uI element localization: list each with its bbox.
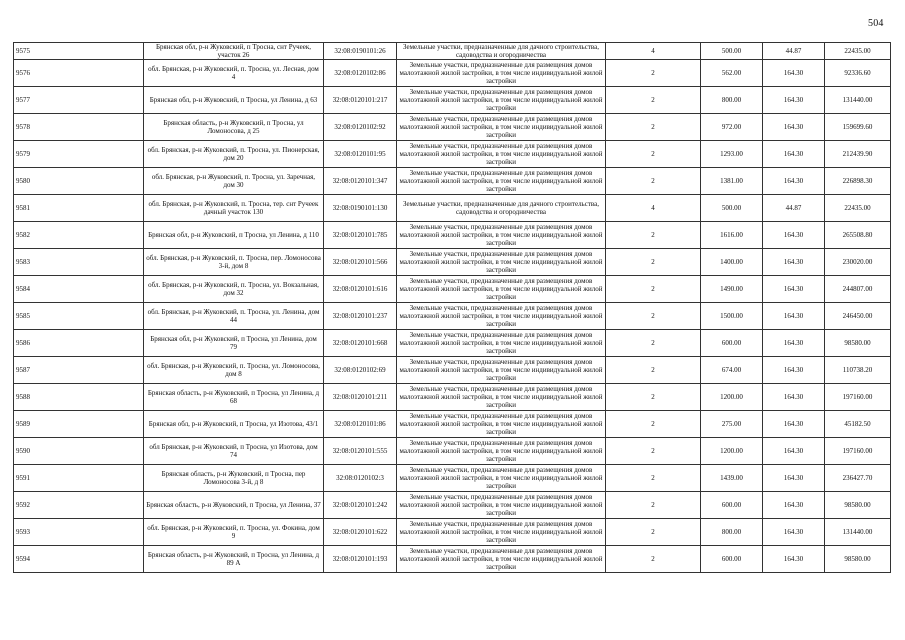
land-use-purpose: Земельные участки, предназначенные для размещения домов малоэтажной жилой застройки, в том числе индивидуальной жилой застройки — [397, 60, 606, 87]
cadastral-value: 131440.00 — [825, 87, 891, 114]
parcel-address: обл. Брянская, р-н Жуковский, п. Тросна, тер. снт Ручеек дачный участок 130 — [144, 195, 324, 222]
cadastral-value: 265508.80 — [825, 222, 891, 249]
cadastral-number: 32:08:0120101:785 — [324, 222, 397, 249]
land-use-purpose: Земельные участки, предназначенные для размещения домов малоэтажной жилой застройки, в том числе индивидуальной жилой застройки — [397, 168, 606, 195]
land-use-purpose: Земельные участки, предназначенные для размещения домов малоэтажной жилой застройки, в том числе индивидуальной жилой застройки — [397, 87, 606, 114]
land-use-purpose: Земельные участки, предназначенные для размещения домов малоэтажной жилой застройки, в том числе индивидуальной жилой застройки — [397, 411, 606, 438]
use-group: 2 — [606, 168, 701, 195]
land-use-purpose: Земельные участки, предназначенные для размещения домов малоэтажной жилой застройки, в том числе индивидуальной жилой застройки — [397, 330, 606, 357]
cadastral-value: 244807.00 — [825, 276, 891, 303]
cadastral-number: 32:08:0120101:237 — [324, 303, 397, 330]
record-number: 9588 — [14, 384, 144, 411]
parcel-address: обл. Брянская, р-н Жуковский, п. Тросна, ул. Вокзальная, дом 32 — [144, 276, 324, 303]
cadastral-number: 32:08:0120101:242 — [324, 492, 397, 519]
cadastral-value: 110738.20 — [825, 357, 891, 384]
table-row — [14, 492, 891, 519]
parcel-area: 275.00 — [701, 411, 763, 438]
cadastral-value: 98580.00 — [825, 546, 891, 573]
cadastral-number: 32:08:0120101:622 — [324, 519, 397, 546]
record-number: 9584 — [14, 276, 144, 303]
cadastral-value: 131440.00 — [825, 519, 891, 546]
parcel-address: Брянская обл, р-н Жуковский, п Тросна, снт Ручеек, участок 26 — [144, 43, 324, 60]
land-use-purpose: Земельные участки, предназначенные для размещения домов малоэтажной жилой застройки, в том числе индивидуальной жилой застройки — [397, 222, 606, 249]
cadastral-value: 246450.00 — [825, 303, 891, 330]
record-number: 9576 — [14, 60, 144, 87]
parcel-address: обл Брянская, р-н Жуковский, п Тросна, ул Изотова, дом 74 — [144, 438, 324, 465]
cadastral-number: 32:08:0120101:555 — [324, 438, 397, 465]
parcel-address: обл. Брянская, р-н Жуковский, п. Тросна, ул. Пионерская, дом 20 — [144, 141, 324, 168]
use-group: 2 — [606, 546, 701, 573]
specific-cadastral-value: 164.30 — [763, 87, 825, 114]
land-use-purpose: Земельные участки, предназначенные для размещения домов малоэтажной жилой застройки, в том числе индивидуальной жилой застройки — [397, 303, 606, 330]
cadastral-number: 32:08:0120102:69 — [324, 357, 397, 384]
parcel-area: 1293.00 — [701, 141, 763, 168]
parcel-address: Брянская область, р-н Жуковский, п Тросна, пер Ломоносова 3-й, д 8 — [144, 465, 324, 492]
specific-cadastral-value: 164.30 — [763, 60, 825, 87]
specific-cadastral-value: 164.30 — [763, 492, 825, 519]
use-group: 4 — [606, 43, 701, 60]
use-group: 2 — [606, 384, 701, 411]
parcel-area: 1490.00 — [701, 276, 763, 303]
specific-cadastral-value: 164.30 — [763, 114, 825, 141]
record-number: 9586 — [14, 330, 144, 357]
cadastral-number: 32:08:0120101:668 — [324, 330, 397, 357]
table-body — [14, 43, 891, 573]
parcel-area: 600.00 — [701, 546, 763, 573]
parcel-area: 1400.00 — [701, 249, 763, 276]
table-row — [14, 411, 891, 438]
use-group: 2 — [606, 330, 701, 357]
parcel-address: Брянская обл, р-н Жуковский, п Тросна, ул Изотова, 43/1 — [144, 411, 324, 438]
parcel-address: обл. Брянская, р-н Жуковский, п. Тросна, ул. Фокина, дом 9 — [144, 519, 324, 546]
cadastral-value: 236427.70 — [825, 465, 891, 492]
parcel-area: 600.00 — [701, 330, 763, 357]
table-row — [14, 303, 891, 330]
cadastral-value: 226898.30 — [825, 168, 891, 195]
record-number: 9583 — [14, 249, 144, 276]
parcel-area: 1616.00 — [701, 222, 763, 249]
parcel-address: обл. Брянская, р-н Жуковский, п. Тросна, пер. Ломоносова 3-й, дом 8 — [144, 249, 324, 276]
specific-cadastral-value: 164.30 — [763, 303, 825, 330]
record-number: 9593 — [14, 519, 144, 546]
cadastral-value: 92336.60 — [825, 60, 891, 87]
specific-cadastral-value: 164.30 — [763, 330, 825, 357]
use-group: 2 — [606, 465, 701, 492]
use-group: 2 — [606, 519, 701, 546]
record-number: 9585 — [14, 303, 144, 330]
parcel-address: обл. Брянская, р-н Жуковский, п. Тросна, ул. Ломоносова, дом 8 — [144, 357, 324, 384]
cadastral-value: 98580.00 — [825, 330, 891, 357]
record-number: 9582 — [14, 222, 144, 249]
land-use-purpose: Земельные участки, предназначенные для размещения домов малоэтажной жилой застройки, в том числе индивидуальной жилой застройки — [397, 438, 606, 465]
cadastral-value: 45182.50 — [825, 411, 891, 438]
use-group: 2 — [606, 411, 701, 438]
land-use-purpose: Земельные участки, предназначенные для размещения домов малоэтажной жилой застройки, в том числе индивидуальной жилой застройки — [397, 492, 606, 519]
cadastral-value: 22435.00 — [825, 195, 891, 222]
use-group: 4 — [606, 195, 701, 222]
table-row — [14, 276, 891, 303]
land-use-purpose: Земельные участки, предназначенные для размещения домов малоэтажной жилой застройки, в том числе индивидуальной жилой застройки — [397, 465, 606, 492]
parcel-address: Брянская область, р-н Жуковский, п Тросна, ул Ленина, д 89 А — [144, 546, 324, 573]
page-number: 504 — [868, 18, 884, 29]
table-row — [14, 249, 891, 276]
table-row — [14, 43, 891, 60]
record-number: 9581 — [14, 195, 144, 222]
specific-cadastral-value: 164.30 — [763, 411, 825, 438]
table-row — [14, 114, 891, 141]
specific-cadastral-value: 164.30 — [763, 546, 825, 573]
parcel-address: Брянская обл, р-н Жуковский, п Тросна, ул Ленина, дом 79 — [144, 330, 324, 357]
cadastral-number: 32:08:0120102:92 — [324, 114, 397, 141]
land-use-purpose: Земельные участки, предназначенные для размещения домов малоэтажной жилой застройки, в том числе индивидуальной жилой застройки — [397, 546, 606, 573]
use-group: 2 — [606, 114, 701, 141]
parcel-area: 500.00 — [701, 43, 763, 60]
parcel-area: 800.00 — [701, 87, 763, 114]
use-group: 2 — [606, 87, 701, 114]
use-group: 2 — [606, 492, 701, 519]
land-use-purpose: Земельные участки, предназначенные для дачного строительства, садоводства и огородничества — [397, 43, 606, 60]
cadastral-value: 22435.00 — [825, 43, 891, 60]
parcel-address: Брянская обл, р-н Жуковский, п Тросна, ул Ленина, д 110 — [144, 222, 324, 249]
record-number: 9579 — [14, 141, 144, 168]
parcel-area: 1200.00 — [701, 384, 763, 411]
cadastral-value: 197160.00 — [825, 438, 891, 465]
record-number: 9577 — [14, 87, 144, 114]
use-group: 2 — [606, 60, 701, 87]
cadastral-number: 32:08:0120102:3 — [324, 465, 397, 492]
cadastral-value: 230020.00 — [825, 249, 891, 276]
specific-cadastral-value: 164.30 — [763, 249, 825, 276]
parcel-area: 1381.00 — [701, 168, 763, 195]
record-number: 9594 — [14, 546, 144, 573]
cadastral-number: 32:08:0120101:95 — [324, 141, 397, 168]
land-use-purpose: Земельные участки, предназначенные для размещения домов малоэтажной жилой застройки, в том числе индивидуальной жилой застройки — [397, 384, 606, 411]
parcel-address: обл. Брянская, р-н Жуковский, п. Тросна, ул. Заречная, дом 30 — [144, 168, 324, 195]
specific-cadastral-value: 164.30 — [763, 519, 825, 546]
parcel-area: 500.00 — [701, 195, 763, 222]
use-group: 2 — [606, 303, 701, 330]
cadastral-number: 32:08:0120101:347 — [324, 168, 397, 195]
cadastral-number: 32:08:0120101:616 — [324, 276, 397, 303]
table-row — [14, 168, 891, 195]
land-use-purpose: Земельные участки, предназначенные для размещения домов малоэтажной жилой застройки, в том числе индивидуальной жилой застройки — [397, 276, 606, 303]
record-number: 9580 — [14, 168, 144, 195]
land-use-purpose: Земельные участки, предназначенные для дачного строительства, садоводства и огородничества — [397, 195, 606, 222]
cadastral-value: 212439.90 — [825, 141, 891, 168]
record-number: 9587 — [14, 357, 144, 384]
record-number: 9592 — [14, 492, 144, 519]
cadastral-number: 32:08:0120101:86 — [324, 411, 397, 438]
record-number: 9590 — [14, 438, 144, 465]
cadastral-value: 159699.60 — [825, 114, 891, 141]
cadastral-number: 32:08:0120101:566 — [324, 249, 397, 276]
record-number: 9591 — [14, 465, 144, 492]
record-number: 9578 — [14, 114, 144, 141]
land-use-purpose: Земельные участки, предназначенные для размещения домов малоэтажной жилой застройки, в том числе индивидуальной жилой застройки — [397, 249, 606, 276]
use-group: 2 — [606, 141, 701, 168]
specific-cadastral-value: 164.30 — [763, 276, 825, 303]
parcel-area: 562.00 — [701, 60, 763, 87]
table-row — [14, 60, 891, 87]
table-row — [14, 222, 891, 249]
parcel-area: 800.00 — [701, 519, 763, 546]
use-group: 2 — [606, 438, 701, 465]
table-row — [14, 465, 891, 492]
table-row — [14, 519, 891, 546]
specific-cadastral-value: 164.30 — [763, 438, 825, 465]
use-group: 2 — [606, 276, 701, 303]
table-row — [14, 330, 891, 357]
parcel-area: 600.00 — [701, 492, 763, 519]
specific-cadastral-value: 164.30 — [763, 384, 825, 411]
land-use-purpose: Земельные участки, предназначенные для размещения домов малоэтажной жилой застройки, в том числе индивидуальной жилой застройки — [397, 141, 606, 168]
parcel-address: Брянская область, р-н Жуковский, п Тросна, ул Ленина, д 68 — [144, 384, 324, 411]
land-use-purpose: Земельные участки, предназначенные для размещения домов малоэтажной жилой застройки, в том числе индивидуальной жилой застройки — [397, 357, 606, 384]
parcel-area: 1200.00 — [701, 438, 763, 465]
table-row — [14, 546, 891, 573]
cadastral-number: 32:08:0120101:193 — [324, 546, 397, 573]
cadastral-number: 32:08:0190101:130 — [324, 195, 397, 222]
record-number: 9589 — [14, 411, 144, 438]
table-row — [14, 384, 891, 411]
table-row — [14, 87, 891, 114]
cadastral-number: 32:08:0120102:86 — [324, 60, 397, 87]
cadastral-value: 98580.00 — [825, 492, 891, 519]
specific-cadastral-value: 164.30 — [763, 168, 825, 195]
table-row — [14, 195, 891, 222]
use-group: 2 — [606, 249, 701, 276]
specific-cadastral-value: 44.87 — [763, 195, 825, 222]
specific-cadastral-value: 164.30 — [763, 465, 825, 492]
parcel-address: обл. Брянская, р-н Жуковский, п. Тросна, ул. Ленина, дом 44 — [144, 303, 324, 330]
parcel-area: 972.00 — [701, 114, 763, 141]
parcel-address: обл. Брянская, р-н Жуковский, п. Тросна, ул. Лесная, дом 4 — [144, 60, 324, 87]
parcel-area: 1439.00 — [701, 465, 763, 492]
parcel-area: 1500.00 — [701, 303, 763, 330]
specific-cadastral-value: 164.30 — [763, 141, 825, 168]
cadastral-number: 32:08:0120101:211 — [324, 384, 397, 411]
table-row — [14, 438, 891, 465]
use-group: 2 — [606, 357, 701, 384]
specific-cadastral-value: 44.87 — [763, 43, 825, 60]
table-row — [14, 141, 891, 168]
parcel-area: 674.00 — [701, 357, 763, 384]
table-row — [14, 357, 891, 384]
parcel-address: Брянская обл, р-н Жуковский, п Тросна, ул Ленина, д 63 — [144, 87, 324, 114]
land-use-purpose: Земельные участки, предназначенные для размещения домов малоэтажной жилой застройки, в том числе индивидуальной жилой застройки — [397, 114, 606, 141]
use-group: 2 — [606, 222, 701, 249]
land-registry-table — [13, 42, 891, 573]
parcel-address: Брянская область, р-н Жуковский, п Тросна, ул Ломоносова, д 25 — [144, 114, 324, 141]
cadastral-number: 32:08:0190101:26 — [324, 43, 397, 60]
cadastral-number: 32:08:0120101:217 — [324, 87, 397, 114]
specific-cadastral-value: 164.30 — [763, 357, 825, 384]
cadastral-value: 197160.00 — [825, 384, 891, 411]
parcel-address: Брянская область, р-н Жуковский, п Тросна, ул Ленина, 37 — [144, 492, 324, 519]
land-use-purpose: Земельные участки, предназначенные для размещения домов малоэтажной жилой застройки, в том числе индивидуальной жилой застройки — [397, 519, 606, 546]
record-number: 9575 — [14, 43, 144, 60]
specific-cadastral-value: 164.30 — [763, 222, 825, 249]
